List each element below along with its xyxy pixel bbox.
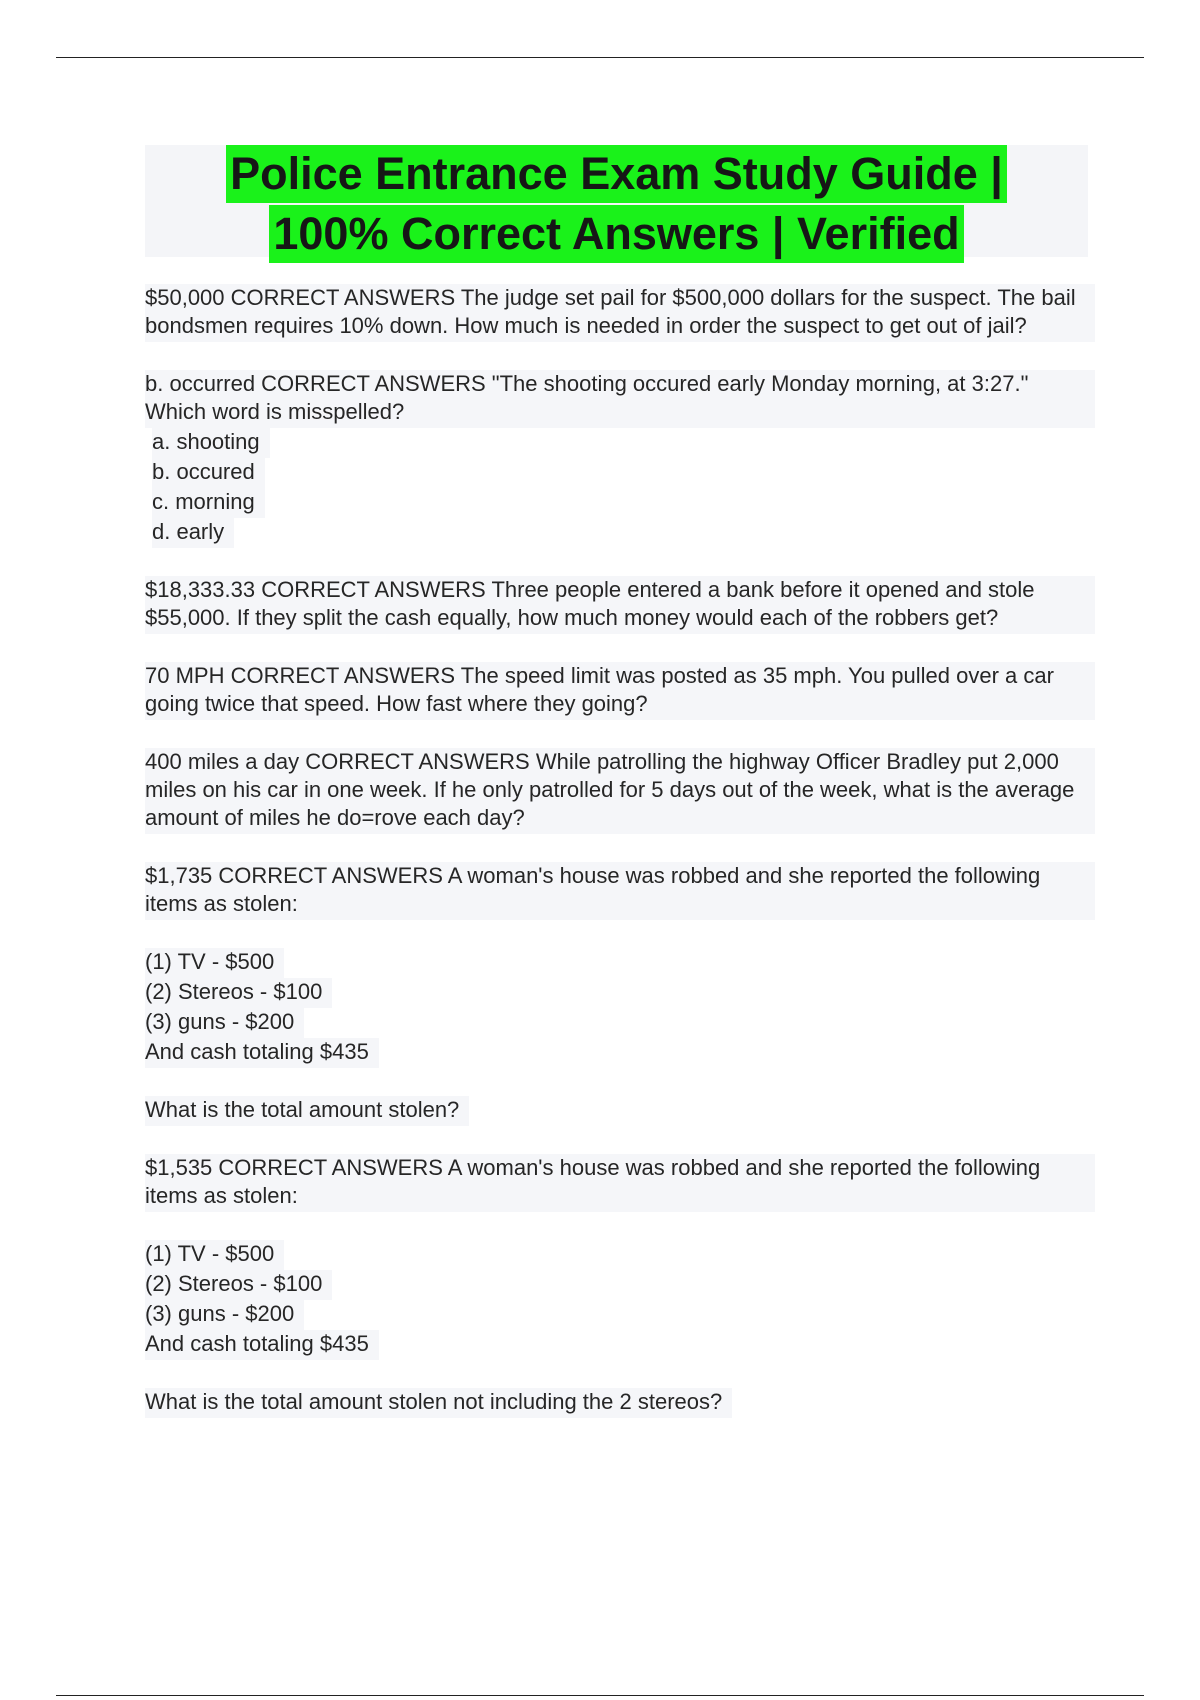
option-item: a. shooting [152, 428, 270, 458]
followup-question: What is the total amount stolen? [145, 1096, 469, 1126]
question-text: b. occurred CORRECT ANSWERS "The shooting occured early Monday morning, at 3:27." Which word is misspelled? [145, 370, 1095, 428]
question-6 [145, 862, 1095, 1126]
question-text: 70 MPH CORRECT ANSWERS The speed limit was posted as 35 mph. You pulled over a car going twice that speed. How fast where they going? [145, 662, 1095, 720]
title-line-1: Police Entrance Exam Study Guide | [226, 145, 1007, 203]
option-item: b. occured [152, 458, 265, 488]
bottom-rule [56, 1695, 1144, 1696]
list-item: (3) guns - $200 [145, 1008, 304, 1038]
list-item: (2) Stereos - $100 [145, 1270, 332, 1300]
list-item: (1) TV - $500 [145, 948, 284, 978]
question-text: $50,000 CORRECT ANSWERS The judge set pail for $500,000 dollars for the suspect. The bail bondsmen requires 10% down. How much is needed in order the suspect to get out of jail? [145, 284, 1095, 342]
question-2 [145, 370, 1095, 548]
title-banner [145, 145, 1088, 257]
list-item: (2) Stereos - $100 [145, 978, 332, 1008]
option-item: c. morning [152, 488, 265, 518]
answer-options [152, 428, 1095, 548]
title-line-2: 100% Correct Answers | Verified [269, 205, 963, 263]
list-item: And cash totaling $435 [145, 1330, 379, 1360]
list-item: And cash totaling $435 [145, 1038, 379, 1068]
option-item: d. early [152, 518, 234, 548]
question-text: $1,535 CORRECT ANSWERS A woman's house was robbed and she reported the following items as stolen: [145, 1154, 1095, 1212]
stolen-items-list [145, 948, 1095, 1068]
question-3 [145, 576, 1095, 634]
followup-question: What is the total amount stolen not including the 2 stereos? [145, 1388, 732, 1418]
question-text: 400 miles a day CORRECT ANSWERS While patrolling the highway Officer Bradley put 2,000 miles on his car in one week. If he only patrolled for 5 days out of the week, what is the average amount of miles he do=rove each day? [145, 748, 1095, 834]
list-item: (3) guns - $200 [145, 1300, 304, 1330]
question-text: $18,333.33 CORRECT ANSWERS Three people entered a bank before it opened and stole $55,000. If they split the cash equally, how much money would each of the robbers get? [145, 576, 1095, 634]
document-body [145, 284, 1095, 1446]
question-7 [145, 1154, 1095, 1418]
question-5 [145, 748, 1095, 834]
stolen-items-list [145, 1240, 1095, 1360]
question-4 [145, 662, 1095, 720]
top-rule [56, 57, 1144, 58]
question-text: $1,735 CORRECT ANSWERS A woman's house was robbed and she reported the following items as stolen: [145, 862, 1095, 920]
question-1 [145, 284, 1095, 342]
list-item: (1) TV - $500 [145, 1240, 284, 1270]
